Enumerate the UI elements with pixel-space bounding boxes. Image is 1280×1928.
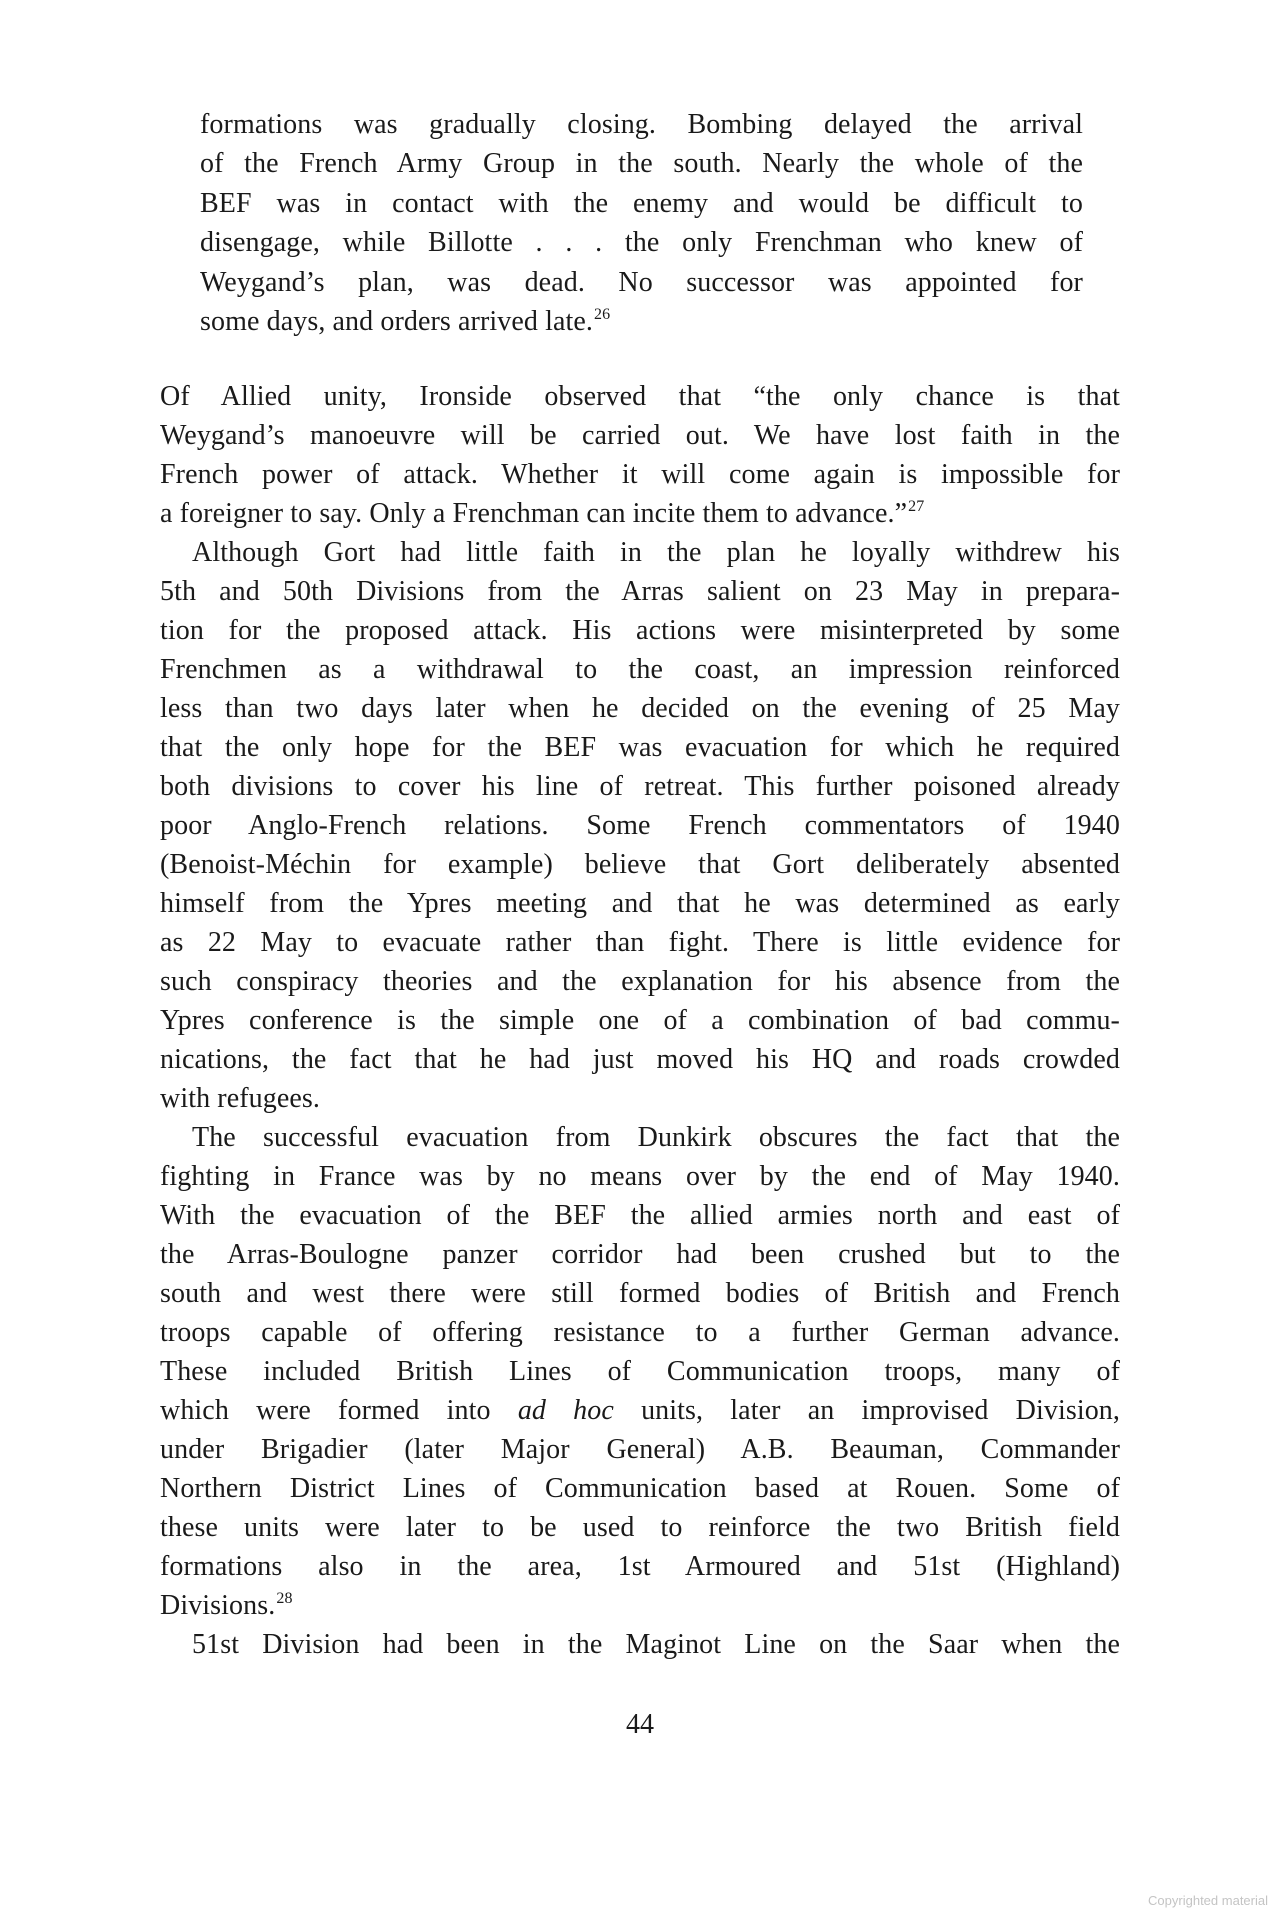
paragraph-line: under Brigadier (later Major General) A.B. Beauman, Commander (160, 1434, 1120, 1465)
block-quote-line (200, 302, 1083, 341)
footnote-ref-27[interactable]: 27 (908, 498, 925, 515)
paragraph-line: Frenchmen as a withdrawal to the coast, an impression reinforced (160, 654, 1120, 685)
paragraph-text: which were formed into (160, 1395, 518, 1426)
paragraph-line: himself from the Ypres meeting and that he was determined as early (160, 888, 1120, 919)
paragraph-line: Although Gort had little faith in the plan he loyally withdrew his (192, 537, 1120, 568)
copyright-watermark: Copyrighted material (1148, 1893, 1268, 1908)
paragraph-line: fighting in France was by no means over by the end of May 1940. (160, 1161, 1120, 1192)
block-quote-line: disengage, while Billotte . . . the only Frenchman who knew of (200, 227, 1083, 258)
paragraph-line: With the evacuation of the BEF the allied armies north and east of (160, 1200, 1120, 1231)
paragraph-text: units, later an improvised Division, (613, 1395, 1120, 1426)
paragraph-line: such conspiracy theories and the explanation for his absence from the (160, 966, 1120, 997)
paragraph-line (160, 494, 1120, 533)
paragraph-line: the Arras-Boulogne panzer corridor had been crushed but to the (160, 1239, 1120, 1270)
paragraph-line: formations also in the area, 1st Armoured and 51st (Highland) (160, 1551, 1120, 1582)
block-quote-line: of the French Army Group in the south. Nearly the whole of the (200, 148, 1083, 179)
paragraph-line: These included British Lines of Communication troops, many of (160, 1356, 1120, 1387)
paragraph-line: less than two days later when he decided on the evening of 25 May (160, 693, 1120, 724)
footnote-ref-28[interactable]: 28 (276, 1590, 293, 1607)
paragraph-line (160, 1391, 1120, 1430)
paragraph-line: (Benoist-Méchin for example) believe that Gort deliberately absented (160, 849, 1120, 880)
paragraph-line: 5th and 50th Divisions from the Arras salient on 23 May in prepara- (160, 576, 1120, 607)
paragraph-line: tion for the proposed attack. His actions were misinterpreted by some (160, 615, 1120, 646)
footnote-ref-26[interactable]: 26 (594, 306, 611, 323)
paragraph-line: nications, the fact that he had just moved his HQ and roads crowded (160, 1044, 1120, 1075)
paragraph-line: The successful evacuation from Dunkirk obscures the fact that the (192, 1122, 1120, 1153)
block-quote-line: BEF was in contact with the enemy and would be difficult to (200, 188, 1083, 219)
block-quote-line: Weygand’s plan, was dead. No successor was appointed for (200, 267, 1083, 298)
paragraph-line: south and west there were still formed bodies of British and French (160, 1278, 1120, 1309)
paragraph-line: 51st Division had been in the Maginot Line on the Saar when the (192, 1629, 1120, 1660)
italic-phrase: ad hoc (517, 1395, 614, 1426)
paragraph-line: troops capable of offering resistance to a further German advance. (160, 1317, 1120, 1348)
paragraph-line: poor Anglo-French relations. Some French commentators of 1940 (160, 810, 1120, 841)
paragraph-line: French power of attack. Whether it will come again is impossible for (160, 459, 1120, 490)
block-quote-text: some days, and orders arrived late. (200, 306, 594, 337)
paragraph-line: Northern District Lines of Communication based at Rouen. Some of (160, 1473, 1120, 1504)
paragraph-line: Ypres conference is the simple one of a combination of bad commu- (160, 1005, 1120, 1036)
paragraph-line: Of Allied unity, Ironside observed that “the only chance is that (160, 381, 1120, 412)
paragraph-line: both divisions to cover his line of retreat. This further poisoned already (160, 771, 1120, 802)
paragraph-text: a foreigner to say. Only a Frenchman can incite them to advance.” (160, 498, 908, 529)
paragraph-line: with refugees. (160, 1083, 321, 1114)
paragraph-line (160, 1586, 1120, 1625)
page-number: 44 (626, 1709, 654, 1740)
paragraph-text: Divisions. (160, 1590, 276, 1621)
paragraph-line: that the only hope for the BEF was evacuation for which he required (160, 732, 1120, 763)
paragraph-line: Weygand’s manoeuvre will be carried out. We have lost faith in the (160, 420, 1120, 451)
block-quote-line: formations was gradually closing. Bombing delayed the arrival (200, 109, 1083, 140)
paragraph-line: these units were later to be used to reinforce the two British field (160, 1512, 1120, 1543)
paragraph-line: as 22 May to evacuate rather than fight. There is little evidence for (160, 927, 1120, 958)
